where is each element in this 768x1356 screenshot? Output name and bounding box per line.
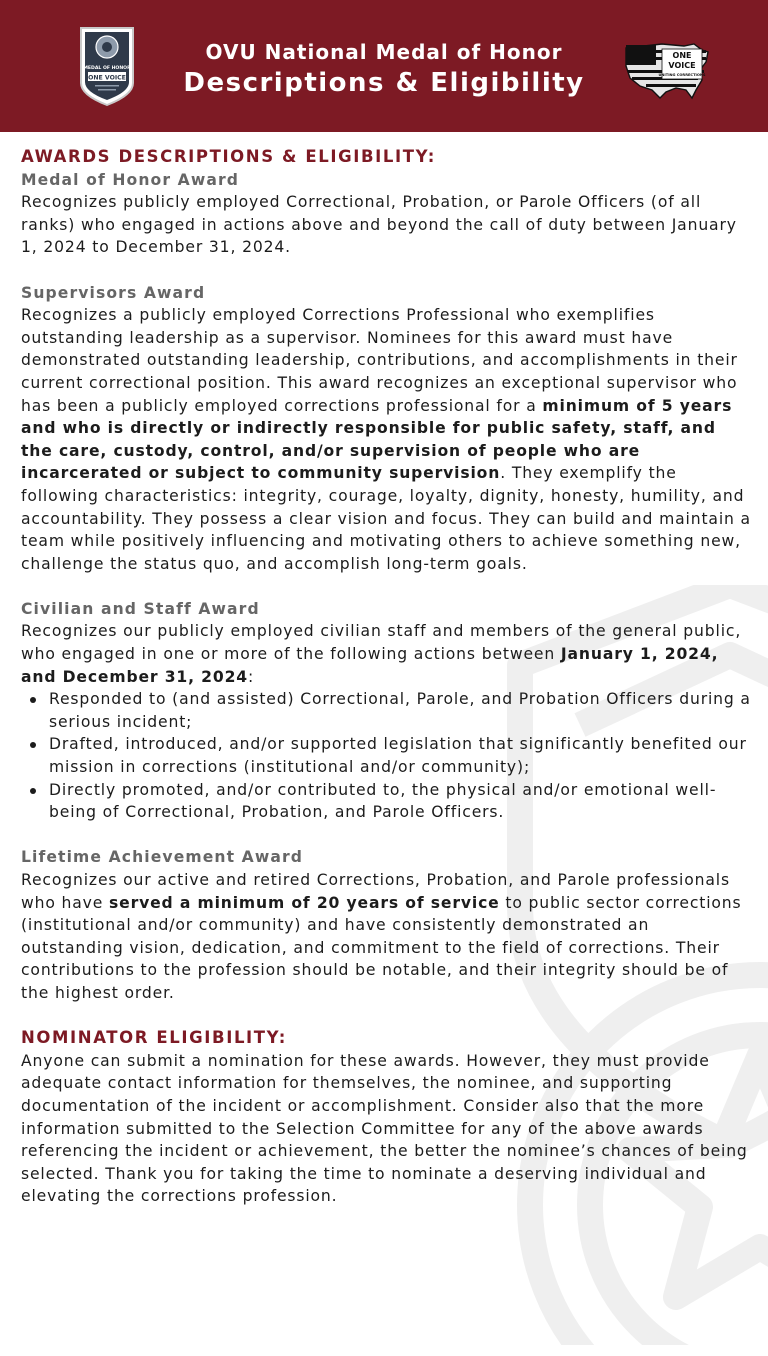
- logo-tagline: UNITING CORRECTIONS: [658, 73, 706, 77]
- lifetime-text-part2: to public sector corrections (institutional and/or community) and have consistently demonstrated an outstanding vision, dedication, and commitment to the field of corrections. Their contributions to the profession should be notable, and their integrity should be of the highest order.: [21, 893, 742, 1002]
- supervisors-text-part2: . They exemplify the following characteristics: integrity, courage, loyalty, dignity, honesty, humility, and accountability. They possess a clear vision and focus. They can build and maintain a team while positively influencing and motivating others to achieve something new, challenge the status quo, and accomplish long-term goals.: [21, 464, 751, 573]
- header-banner: [0, 0, 768, 132]
- supervisors-award-title: Supervisors Award: [21, 283, 206, 302]
- supervisors-text-part1: Recognizes a publicly employed Corrections Professional who exemplifies outstanding leadership as a supervisor. Nominees for this award must have demonstrated outstanding leadership, contributions, and accomplishments in their current correctional position. This award recognizes an exceptional supervisor who has been a publicly employed corrections professional for a: [21, 306, 738, 415]
- civilian-staff-award-title: Civilian and Staff Award: [21, 599, 260, 618]
- nominator-eligibility-text: Anyone can submit a nomination for these awards. However, they must provide adequate contact information for themselves, the nominee, and supporting documentation of the incident or accomplishment. Consider also that the more information submitted to the Selection Committee for any of the above awards referencing the incident or achievement, the better the nominee’s chances of being selected. Thank you for taking the time to nominate a deserving individual and elevating the corrections profession.: [21, 1051, 748, 1206]
- page-title-line1: OVU National Medal of Honor: [205, 40, 563, 64]
- logo-word-voice: VOICE: [668, 61, 696, 70]
- document-body: [21, 146, 751, 1208]
- supervisors-text-bold: minimum of 5 years and who is directly or indirectly responsible for public safety, staff, and the care, custody, control, and/or supervision of people who are incarcerated or subject to community supervision: [21, 396, 733, 483]
- civilian-actions-list: [21, 688, 751, 824]
- lifetime-text-bold: served a minimum of 20 years of service: [109, 893, 500, 912]
- badge-top-text: MEDAL OF HONOR: [83, 66, 131, 71]
- civilian-staff-award-text: [21, 620, 751, 688]
- medal-of-honor-award-text: Recognizes publicly employed Correctional, Probation, or Parole Officers (of all ranks) who engaged in actions above and beyond the call of duty between January 1, 2024 to December 31, 2024.: [21, 193, 737, 257]
- logo-word-one: ONE: [672, 51, 692, 60]
- page-title-line2: Descriptions & Eligibility: [183, 68, 585, 98]
- list-item: Directly promoted, and/or contributed to, the physical and/or emotional well-being of Correctional, Probation, and Parole Officers.: [49, 779, 751, 824]
- badge-main-text: ONE VOICE: [88, 74, 126, 82]
- lifetime-achievement-award-title: Lifetime Achievement Award: [21, 848, 304, 867]
- us-flag-map-icon: [622, 40, 712, 102]
- list-item: Responded to (and assisted) Correctional, Parole, and Probation Officers during a serious incident;: [49, 688, 751, 733]
- supervisors-award-text: [21, 304, 751, 575]
- lifetime-text-part1: Recognizes our active and retired Corrections, Probation, and Parole professionals who have: [21, 871, 730, 912]
- awards-section-heading: AWARDS DESCRIPTIONS & ELIGIBILITY:: [21, 147, 436, 166]
- list-item: Drafted, introduced, and/or supported legislation that significantly benefited our mission in corrections (institutional and/or community);: [49, 733, 751, 778]
- civilian-text-part1: Recognizes our publicly employed civilian staff and members of the general public, who engaged in one or more of the following actions between: [21, 622, 742, 664]
- page-title: [150, 38, 618, 100]
- lifetime-achievement-award-text: [21, 869, 751, 1005]
- medal-of-honor-award-title: Medal of Honor Award: [21, 170, 240, 189]
- civilian-text-bold: January 1, 2024, and December 31, 2024: [21, 645, 719, 686]
- nominator-eligibility-heading: NOMINATOR ELIGIBILITY:: [21, 1028, 287, 1048]
- civilian-text-part2: :: [247, 667, 255, 686]
- medal-of-honor-badge-icon: [78, 25, 136, 107]
